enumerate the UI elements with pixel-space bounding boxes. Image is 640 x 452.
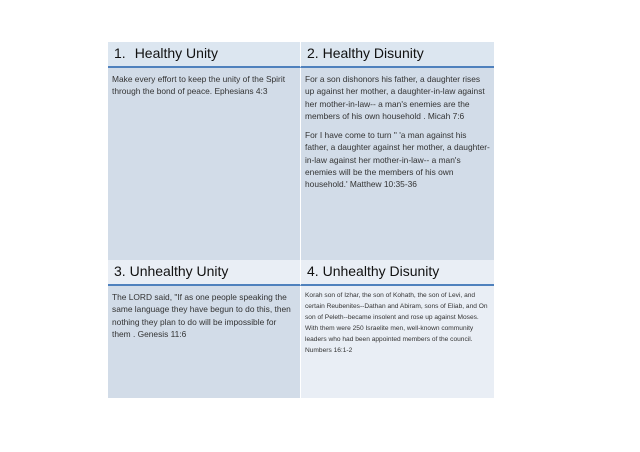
quadrant-2-number: 2. [307, 45, 319, 61]
quadrant-4-body [301, 286, 494, 398]
header-row-bottom [108, 260, 494, 286]
quadrant-3-body [108, 286, 301, 398]
quadrant-3-title: Unhealthy Unity [129, 263, 229, 279]
quadrant-2-verse-matthew: For I have come to turn " 'a man against his father, a daughter against her mother, a daughter-in-law against her mother-in-law-- a man's enemies will be the members of his own household.' Matthew 10:35-36 [305, 130, 490, 190]
quadrant-2-body [301, 68, 494, 260]
quadrant-1-number: 1. [114, 45, 126, 61]
quadrant-3-header [108, 260, 301, 286]
quadrant-2-verse-micah: For a son dishonors his father, a daughter rises up against her mother, a daughter-in-law against her mother-in-law-- a man's enemies are the members of his own household . Micah 7:6 [305, 74, 485, 121]
quadrant-2-header [301, 42, 494, 68]
quadrant-1-header [108, 42, 301, 68]
body-row-bottom [108, 286, 494, 398]
quadrant-3-verse: The LORD said, "If as one people speaking the same language they have begun to do this, then nothing they plan to do will be impossible for them . Genesis 11:6 [112, 292, 291, 339]
quadrant-4-verse: Korah son of Izhar, the son of Kohath, the son of Levi, and certain Reubenites--Dathan and Abiram, sons of Eliab, and On son of Peleth--became insolent and rose up against Moses. With them were 250 Israelite men, well-known community leaders who had been appointed members of the council. Numbers 16:1-2 [305, 292, 488, 354]
quadrant-1-verse: Make every effort to keep the unity of the Spirit through the bond of peace. Ephesians 4:3 [112, 74, 286, 97]
quadrant-1-title: Healthy Unity [134, 45, 218, 61]
header-row-top [108, 42, 494, 68]
unity-disunity-table [108, 42, 494, 398]
quadrant-4-header [301, 260, 494, 286]
quadrant-2-title: Healthy Disunity [322, 45, 424, 61]
body-row-top [108, 68, 494, 260]
quadrant-3-number: 3. [114, 263, 126, 279]
quadrant-4-title: Unhealthy Disunity [322, 263, 440, 279]
quadrant-1-body [108, 68, 301, 260]
quadrant-4-number: 4. [307, 263, 319, 279]
